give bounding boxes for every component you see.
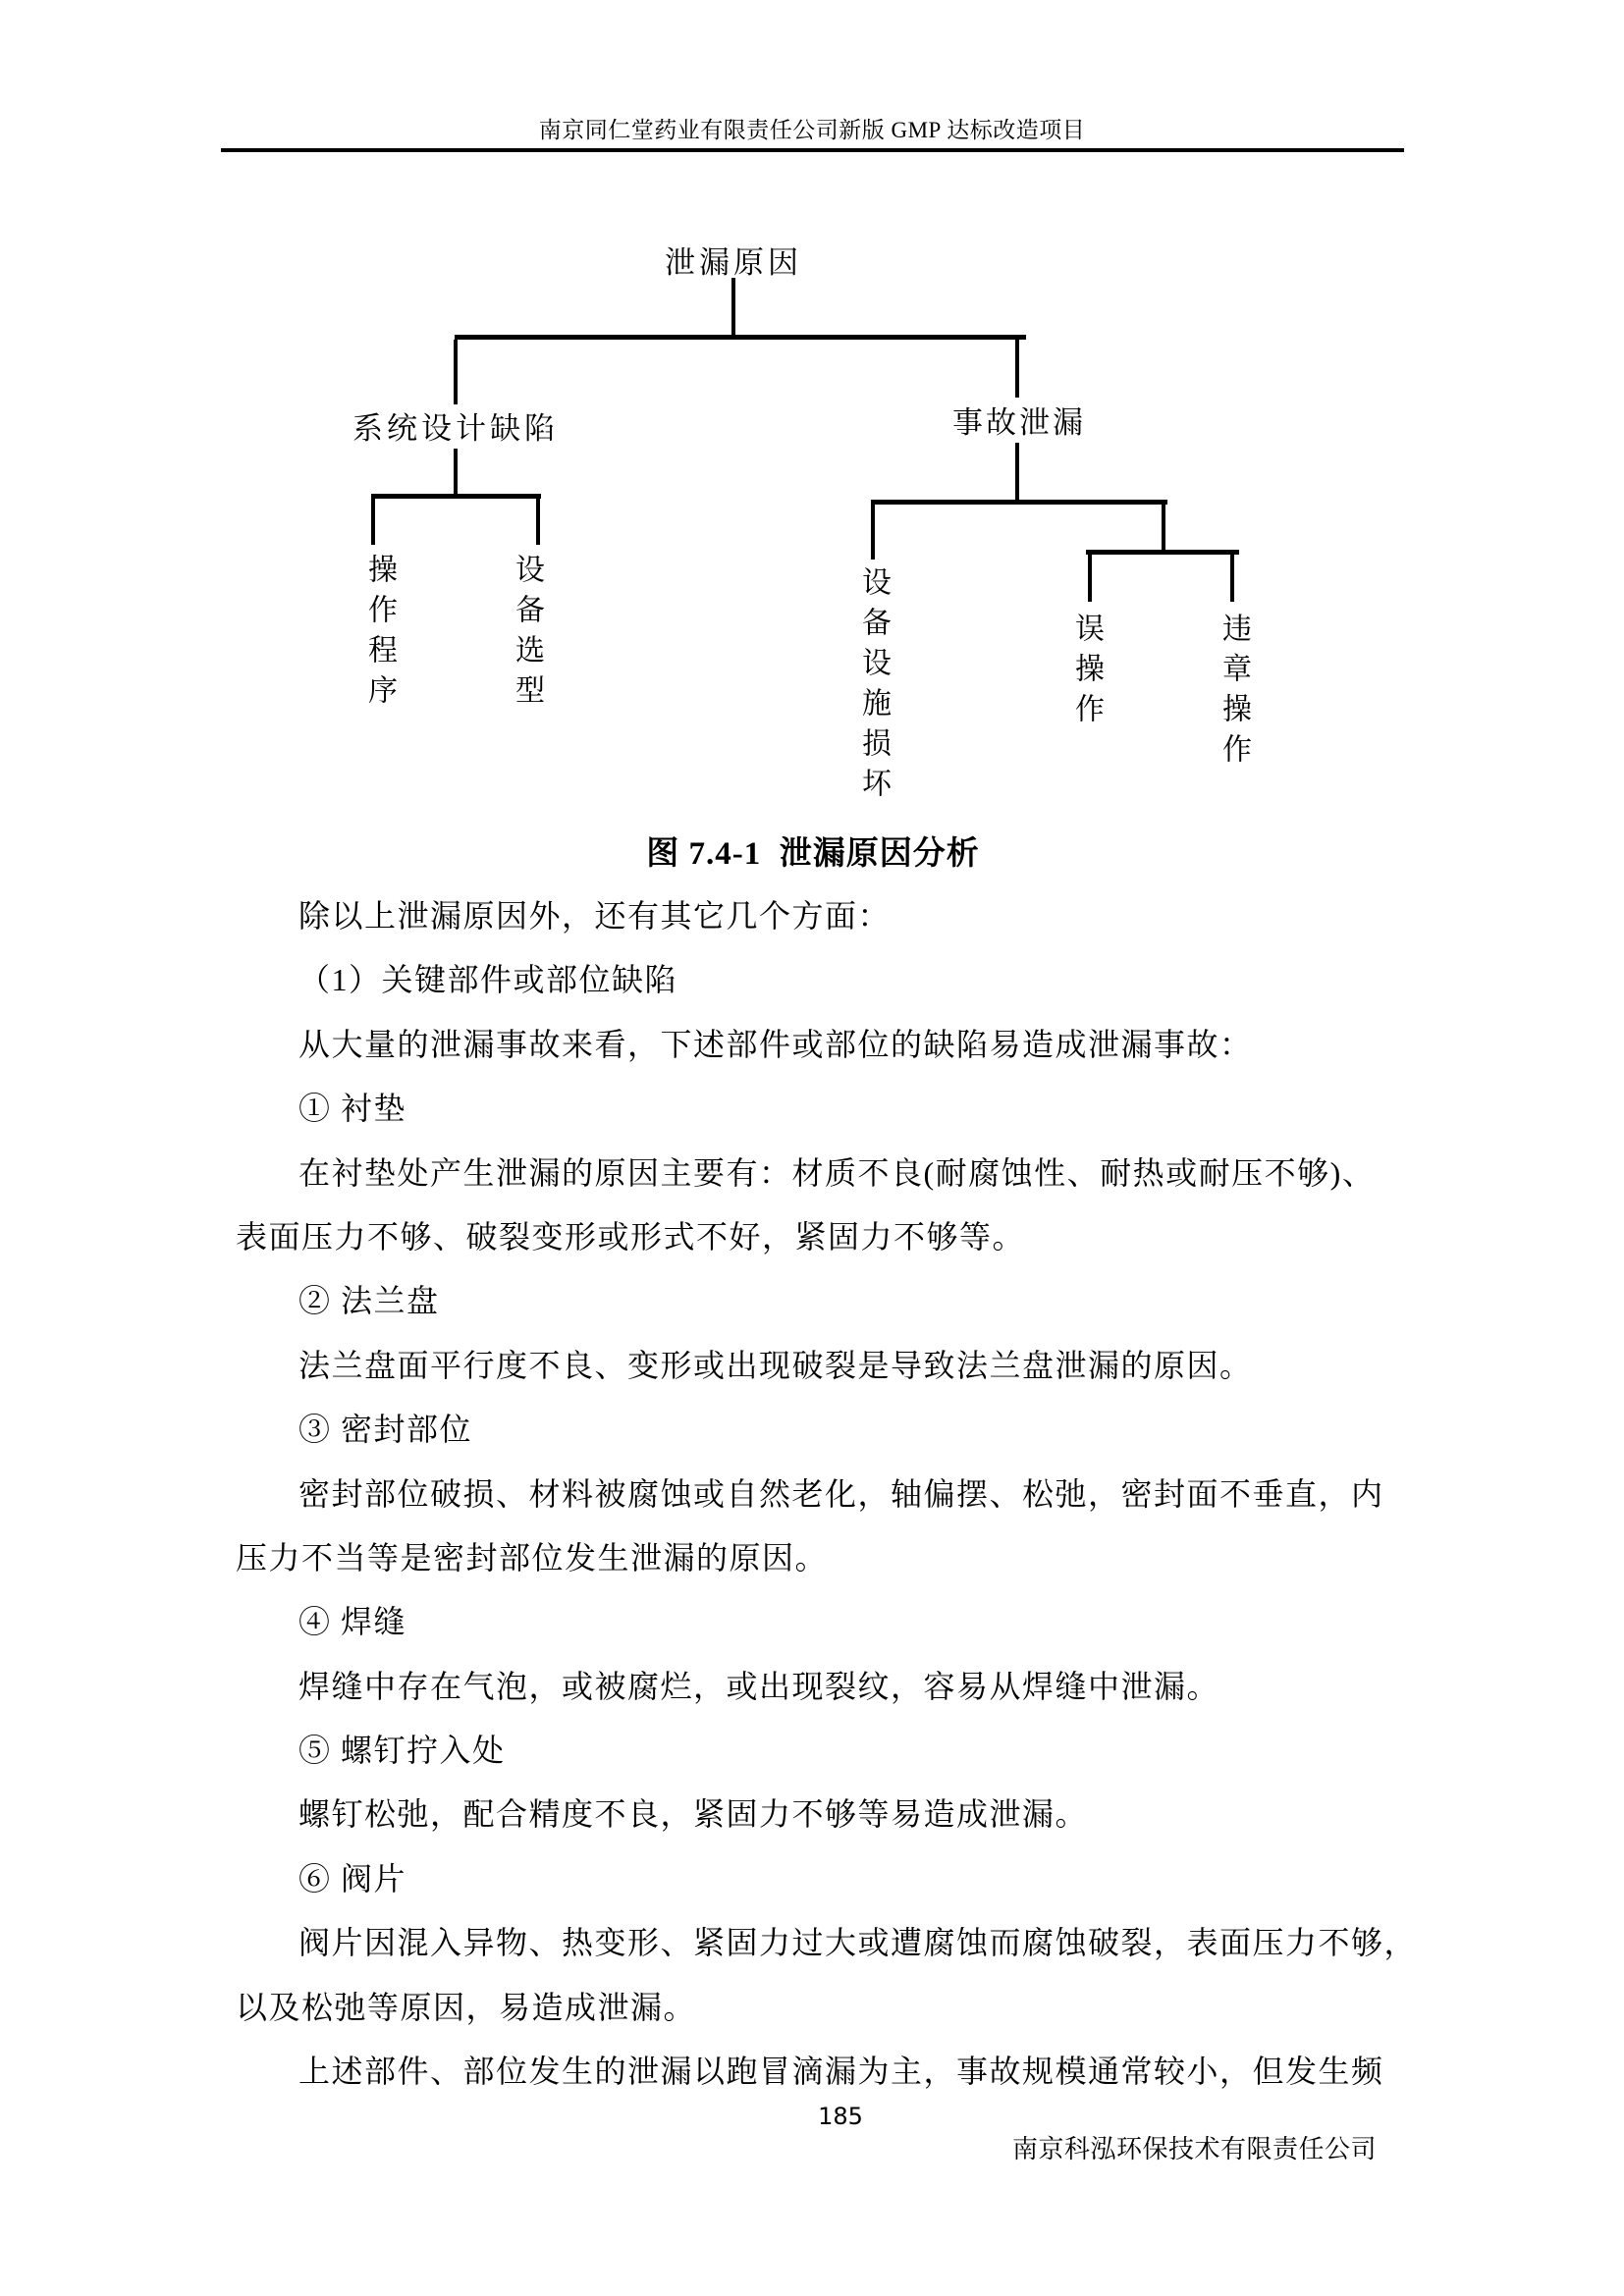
connector-right-subdrop [1162,505,1165,552]
connector-right-drop2 [1015,443,1019,502]
page-header-title: 南京同仁堂药业有限责任公司新版 GMP 达标改造项目 [538,118,1086,142]
connector-sub-leaf2 [1230,555,1234,602]
connector-right-subbar [1086,550,1239,555]
body-line: ⑤ 螺钉拧入处 [298,1733,506,1769]
tree-root-label: 泄漏原因 [665,245,802,280]
tree-right-branch-label: 事故泄漏 [952,405,1086,440]
body-line: 阀片因混入异物、热变形、紧固力过大或遭腐蚀而腐蚀破裂，表面压力不够， [298,1925,1418,1961]
connector-right-leaf1 [871,505,875,560]
page-number: 185 [818,2103,863,2130]
body-line: 表面压力不够、破裂变形或形式不好，紧固力不够等。 [236,1218,1026,1255]
tree-leaf-equipment-selection: 设备选型 [511,554,543,715]
tree-leaf-violation-operation: 违章操作 [1218,613,1250,774]
footer-company: 南京科泓环保技术有限责任公司 [1011,2135,1377,2163]
tree-left-branch-label: 系统设计缺陷 [352,411,559,446]
tree-leaf-equipment-damage: 设备设施损坏 [857,566,890,808]
tree-leaf-operating-procedure: 操作程序 [363,554,396,715]
body-line: 密封部位破损、材料被腐蚀或自然老化，轴偏摆、松弛，密封面不垂直，内 [298,1475,1384,1512]
body-line: （1）关键部件或部位缺陷 [298,962,678,998]
connector-left-leaf1 [371,499,375,545]
body-line: 在衬垫处产生泄漏的原因主要有：材质不良(耐腐蚀性、耐热或耐压不够)、 [298,1154,1376,1191]
body-line: 螺钉松弛，配合精度不良，紧固力不够等易造成泄漏。 [298,1796,1089,1833]
body-line: 以及松弛等原因，易造成泄漏。 [236,1989,697,2025]
body-line: 焊缝中存在气泡，或被腐烂，或出现裂纹，容易从焊缝中泄漏。 [298,1668,1220,1704]
body-line: 上述部件、部位发生的泄漏以跑冒滴漏为主，事故规模通常较小，但发生频 [298,2054,1384,2090]
connector-sub-leaf1 [1088,555,1092,602]
body-line: ④ 焊缝 [298,1604,407,1640]
body-line: ⑥ 阀片 [298,1860,407,1896]
body-line: 法兰盘面平行度不良、变形或出现破裂是导致法兰盘泄漏的原因。 [298,1347,1253,1383]
header-rule [221,148,1404,152]
connector-right-bar [871,500,1167,505]
body-line: 压力不当等是密封部位发生泄漏的原因。 [236,1539,829,1575]
body-line: ① 衬垫 [298,1091,407,1127]
connector-left-bar [371,494,541,499]
figure-caption: 图 7.4-1 泄漏原因分析 [646,836,980,872]
body-line: 从大量的泄漏事故来看，下述部件或部位的缺陷易造成泄漏事故： [298,1026,1253,1062]
body-line: ② 法兰盘 [298,1283,440,1319]
connector-root [731,278,735,337]
connector-right-drop [1015,340,1019,398]
tree-leaf-mis-operation: 误操作 [1070,613,1103,733]
body-line: 除以上泄漏原因外，还有其它几个方面： [298,898,892,934]
connector-left-leaf2 [536,499,540,545]
connector-level1-bar [455,335,1026,340]
connector-left-drop [454,340,458,404]
body-line: ③ 密封部位 [298,1412,473,1448]
connector-left-drop2 [454,449,458,497]
body-text [236,884,1418,2104]
